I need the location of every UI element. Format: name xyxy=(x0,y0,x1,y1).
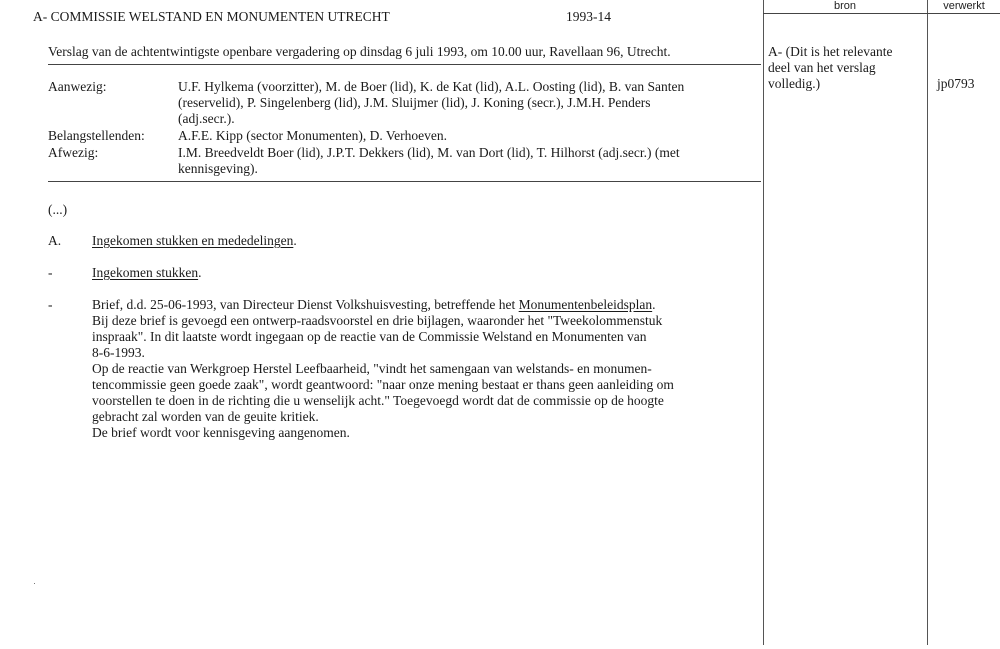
scan-speck xyxy=(34,583,35,584)
attendance-rule xyxy=(48,181,761,182)
present-line: U.F. Hylkema (voorzitter), M. de Boer (lid), K. de Kat (lid), A.L. Oosting (lid), B. van Santen xyxy=(178,79,685,94)
report-number: 1993-14 xyxy=(566,9,611,24)
column-header-verwerkt: verwerkt xyxy=(943,0,985,12)
absent-label: Afwezig: xyxy=(48,145,99,160)
item-line: gebracht zal worden van de geuite kritiek. xyxy=(92,409,319,424)
ellipsis: (...) xyxy=(48,202,68,217)
report-line: Verslag van de achtentwintigste openbare vergadering op dinsdag 6 juli 1993, om 10.00 uur, Ravellaan 96, Utrecht. xyxy=(48,44,671,59)
bron-line: deel van het verslag xyxy=(768,60,876,75)
item-line: Op de reactie van Werkgroep Herstel Leefbaarheid, "vindt het samengaan van welstands- en monumen- xyxy=(92,361,652,376)
item-line-1-period: . xyxy=(652,297,656,312)
sub-title: Ingekomen stukken xyxy=(92,265,199,280)
sub-marker: - xyxy=(48,265,53,280)
item-line: 8-6-1993. xyxy=(92,345,145,360)
bron-line: A- (Dit is het relevante xyxy=(768,44,893,59)
section-title-period: . xyxy=(293,233,297,248)
report-line-rule xyxy=(48,64,761,65)
present-label: Aanwezig: xyxy=(48,79,107,94)
section-marker: A. xyxy=(48,233,62,248)
commission-title: A- COMMISSIE WELSTAND EN MONUMENTEN UTRECHT xyxy=(33,9,390,24)
item-line: inspraak". In dit laatste wordt ingegaan op de reactie van de Commissie Welstand en Monumenten van xyxy=(92,329,647,344)
column-divider-bron xyxy=(763,0,764,645)
sub-title-period: . xyxy=(198,265,202,280)
absent-line: kennisgeving). xyxy=(178,161,258,176)
stakeholders-label: Belangstellenden: xyxy=(48,128,145,143)
item-marker: - xyxy=(48,297,53,312)
absent-line: I.M. Breedveldt Boer (lid), J.P.T. Dekkers (lid), M. van Dort (lid), T. Hilhorst (adj.secr.) (met xyxy=(178,145,680,160)
verwerkt-code: jp0793 xyxy=(937,76,975,91)
column-divider-verwerkt xyxy=(927,0,928,645)
item-line: Bij deze brief is gevoegd een ontwerp-raadsvoorstel en drie bijlagen, waaronder het "Tweekolommenstuk xyxy=(92,313,663,328)
section-heading xyxy=(92,233,297,249)
column-header-bron: bron xyxy=(833,0,857,12)
stakeholders-value: A.F.E. Kipp (sector Monumenten), D. Verhoeven. xyxy=(178,128,447,143)
section-title: Ingekomen stukken en mededelingen xyxy=(92,233,294,248)
item-line: tencommissie geen goede zaak", wordt geantwoord: "naar onze mening bestaat er thans geen aanleiding om xyxy=(92,377,674,392)
item-line: De brief wordt voor kennisgeving aangenomen. xyxy=(92,425,350,440)
present-line: (adj.secr.). xyxy=(178,111,235,126)
bron-line: volledig.) xyxy=(768,76,821,91)
item-line: voorstellen te doen in de richting die u wenselijk acht." Toegevoegd wordt dat de commissie op de hoogte xyxy=(92,393,664,408)
item-line-1-text: Brief, d.d. 25-06-1993, van Directeur Dienst Volkshuisvesting, betreffende het xyxy=(92,297,519,312)
side-header-rule xyxy=(763,13,1000,14)
present-line: (reservelid), P. Singelenberg (lid), J.M. Sluijmer (lid), J. Koning (secr.), J.M.H. Penders xyxy=(178,95,651,110)
item-line-1 xyxy=(92,297,656,313)
item-subject: Monumentenbeleidsplan xyxy=(518,297,653,312)
sub-heading xyxy=(92,265,201,281)
